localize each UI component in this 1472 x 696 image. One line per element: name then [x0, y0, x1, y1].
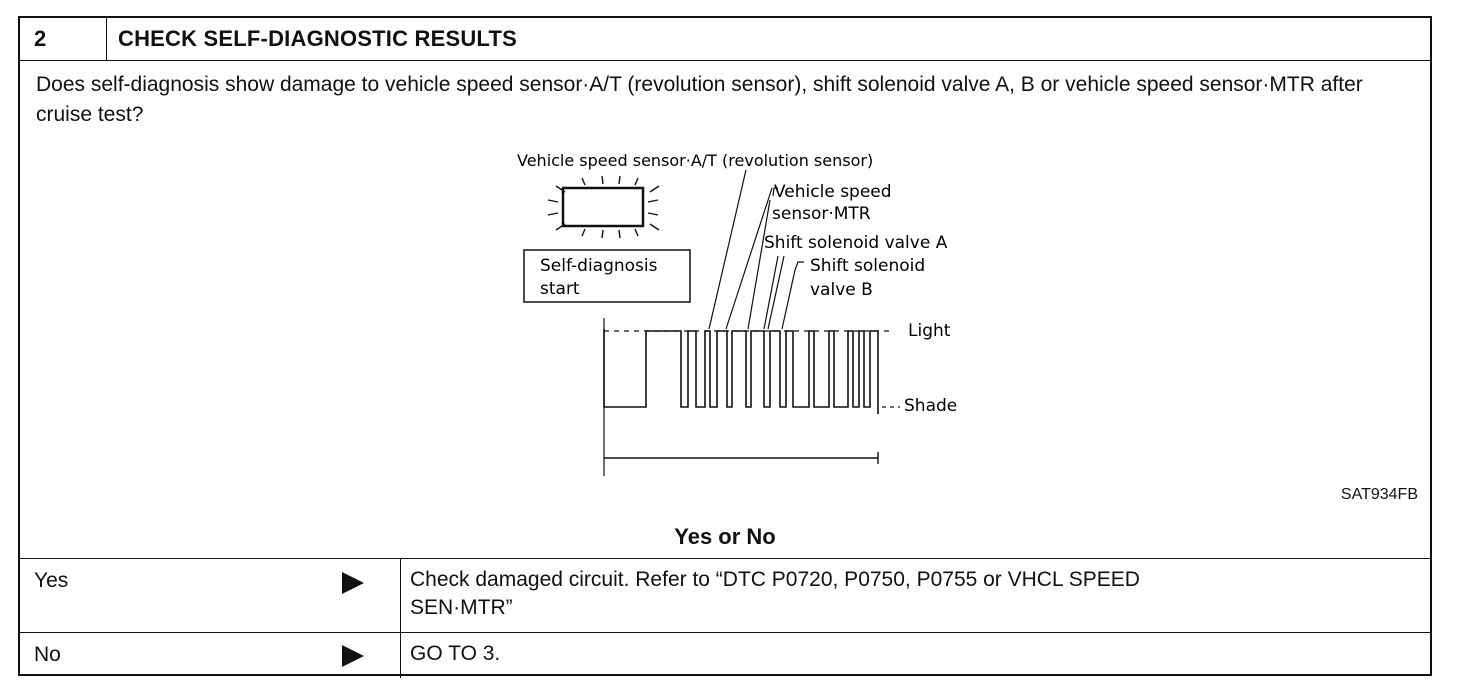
label-shift-solenoid-b-2: valve B	[810, 280, 873, 300]
step-title: CHECK SELF-DIAGNOSTIC RESULTS	[118, 26, 517, 51]
answer-yes: Yes	[34, 569, 69, 592]
answer-no: No	[34, 643, 61, 666]
diagnostic-waveform	[604, 329, 878, 414]
label-vehicle-speed-sensor-at: Vehicle speed sensor·A/T (revolution sensor)	[517, 151, 874, 170]
play-arrow-icon	[342, 572, 364, 594]
row-separator	[20, 632, 1430, 633]
label-shift-solenoid-b-1: Shift solenoid	[810, 256, 926, 276]
label-vehicle-speed-mtr-2: sensor·MTR	[772, 204, 871, 224]
label-vehicle-speed-mtr-1: Vehicle speed	[774, 182, 892, 202]
decision-label: Yes or No	[674, 524, 776, 549]
box-label-line1: Self-diagnosis	[540, 256, 658, 276]
indicator-lamp-icon	[563, 188, 643, 226]
action-yes	[410, 566, 1140, 622]
label-shade: Shade	[904, 396, 958, 416]
play-arrow-icon	[342, 645, 364, 667]
procedure-table	[18, 16, 1432, 676]
rows-top-rule	[20, 558, 1430, 559]
action-yes-line1: Check damaged circuit. Refer to “DTC P0720, P0750, P0755 or VHCL SPEED	[410, 568, 1140, 591]
action-no: GO TO 3.	[410, 642, 501, 665]
rows-divider	[400, 558, 401, 678]
label-light: Light	[908, 321, 951, 341]
step-number: 2	[34, 26, 47, 51]
figure-id: SAT934FB	[1340, 486, 1418, 503]
self-diagnosis-diagram	[20, 18, 1430, 558]
action-yes-line2: SEN·MTR”	[410, 596, 513, 619]
question-text: Does self-diagnosis show damage to vehicle speed sensor·A/T (revolution sensor), shift solenoid valve A, B or vehicle speed sensor·MTR after cruise test?	[36, 73, 1363, 126]
label-shift-solenoid-a: Shift solenoid valve A	[764, 233, 948, 253]
box-label-line2: start	[540, 279, 580, 299]
